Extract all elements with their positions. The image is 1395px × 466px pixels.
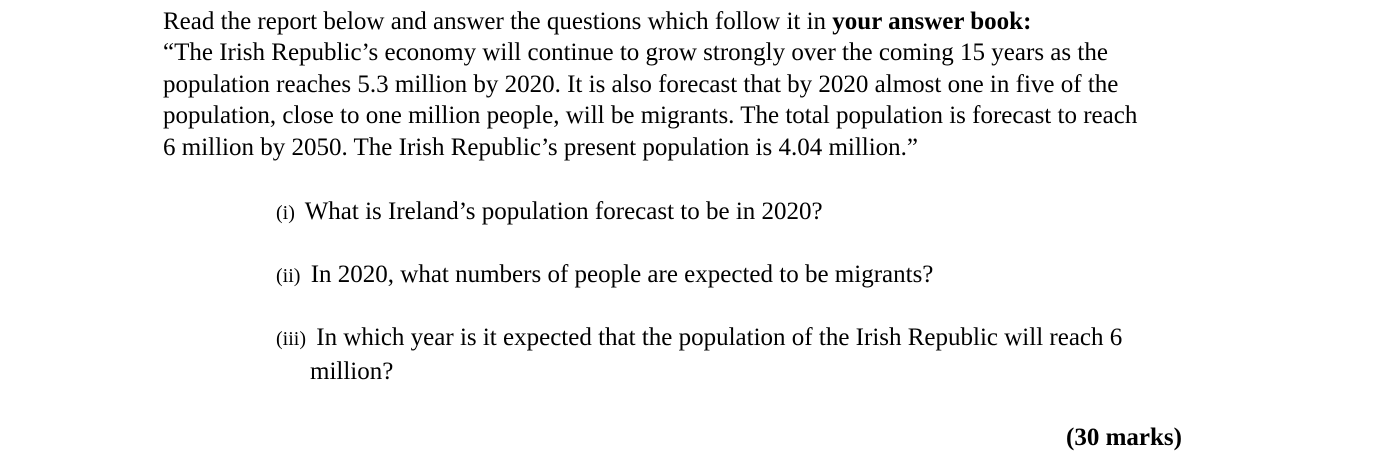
question-text: In which year is it expected that the population of the Irish Republic will reach 6 <box>316 324 1123 351</box>
question-number: (i) <box>276 202 295 224</box>
marks-label: (30 marks) <box>1066 424 1182 451</box>
question-text-continuation: million? <box>310 357 394 385</box>
question-text: What is Ireland’s population forecast to be in 2020? <box>304 198 823 225</box>
report-line: “The Irish Republic’s economy will continue to grow strongly over the coming 15 years as the <box>163 39 1108 66</box>
report-line: population, close to one million people, will be migrants. The total population is forecast to reach <box>163 102 1138 129</box>
question-number: (ii) <box>276 265 301 287</box>
instruction-text: Read the report below and answer the questions which follow it in <box>163 8 833 35</box>
question-ii <box>276 259 1236 293</box>
report-line: 6 million by 2050. The Irish Republic’s present population is 4.04 million.” <box>163 133 919 161</box>
report-line: population reaches 5.3 million by 2020. It is also forecast that by 2020 almost one in five of the <box>163 70 1119 98</box>
question-number: (iii) <box>276 328 306 350</box>
instruction-bold-text: your answer book: <box>832 8 1032 35</box>
instruction-line <box>163 6 1283 38</box>
question-iii <box>276 322 1236 387</box>
report-quote <box>163 37 1283 163</box>
question-i <box>276 196 1236 230</box>
question-text: In 2020, what numbers of people are expected to be migrants? <box>310 261 934 288</box>
